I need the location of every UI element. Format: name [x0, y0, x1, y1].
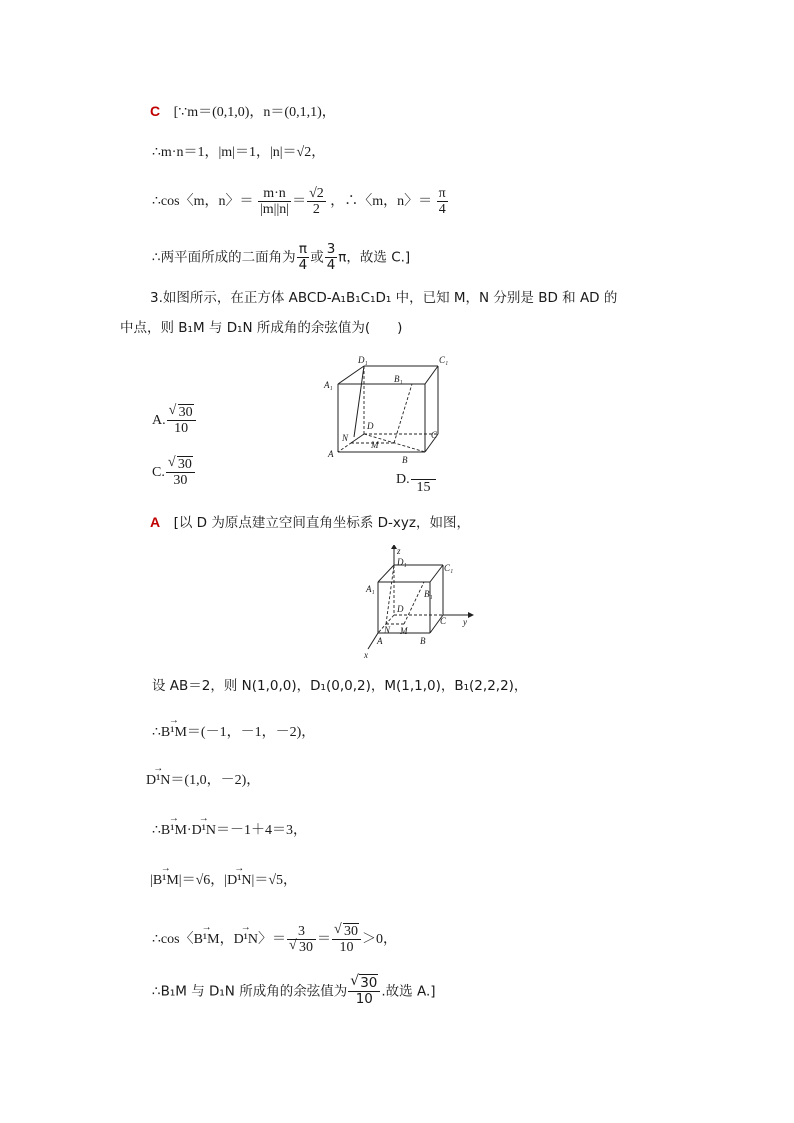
cube-figure	[320, 352, 450, 464]
fraction	[297, 242, 310, 273]
label-C: C	[440, 616, 447, 626]
q3-solution-line-7	[152, 924, 397, 956]
option-label: A.	[152, 413, 166, 429]
dot: ·	[186, 823, 192, 838]
q3-solution-line-2: 设 AB＝2，则 N(1,0,0)，D₁(0,0,2)，M(1,1,0)，B₁(2,2,2)，	[152, 678, 528, 694]
q3-line-8-prefix: ∴B₁M 与 D₁N 所成角的余弦值为	[152, 983, 348, 1000]
sqrt: √ 30	[167, 455, 192, 472]
label-A1: A₁	[324, 380, 333, 390]
denominator: 15	[416, 480, 431, 496]
option-c	[152, 457, 196, 489]
label-D: D	[397, 604, 404, 614]
label-D1: D₁	[358, 355, 368, 365]
label-M: M	[371, 440, 379, 450]
label-B1: B₁	[424, 589, 433, 599]
label-B1: B₁	[394, 374, 403, 384]
vector: → B¹M	[161, 824, 187, 838]
numerator	[167, 405, 196, 421]
numerator: 3	[287, 924, 316, 940]
fraction	[437, 186, 448, 218]
fraction	[166, 457, 195, 489]
label-M: M	[400, 626, 408, 636]
cos-prefix: ∴cos〈	[152, 932, 194, 948]
sqrt: √ 30	[288, 938, 313, 956]
option-d	[396, 464, 437, 496]
fraction	[287, 924, 316, 956]
denominator: 10	[339, 940, 354, 956]
coordinate-cube-figure	[360, 545, 480, 660]
fraction	[411, 464, 437, 496]
fraction	[348, 973, 380, 1007]
sqrt: √ 30	[168, 403, 193, 420]
numerator	[348, 973, 380, 992]
pi-symbol: π	[338, 249, 347, 266]
vector: → D¹N	[227, 874, 251, 888]
vector: → D¹N	[146, 774, 170, 788]
fraction	[258, 186, 291, 218]
q2-solution-line-4	[152, 242, 410, 273]
label-A: A	[328, 449, 334, 459]
label-D: D	[367, 421, 374, 431]
numerator-clipped	[411, 464, 437, 480]
q3-line-6-mid: |＝√6，|	[178, 873, 228, 888]
fraction	[332, 924, 361, 956]
q3-line-5-suffix: ＝－1＋4＝3，	[216, 823, 307, 838]
fraction	[167, 405, 196, 437]
q3-line-1-text: [以 D 为原点建立空间直角坐标系 D-xyz，如图，	[173, 515, 470, 531]
vector: → D¹N	[192, 824, 216, 838]
equals: ＝	[316, 932, 331, 948]
q2-line-4-suffix: ，故选 C.]	[346, 249, 411, 266]
denominator: 10	[174, 421, 189, 437]
option-label: C.	[152, 465, 165, 481]
sqrt: √ 30	[333, 922, 358, 939]
or-word: 或	[310, 249, 324, 266]
q2-line-3-prefix: ∴cos〈m，n〉＝	[152, 194, 254, 210]
q3-stem-line-1: 3.如图所示，在正方体 ABCD-A₁B₁C₁D₁ 中，已知 M，N 分别是 BD 和 AD 的	[150, 290, 618, 306]
denominator: 4	[326, 256, 336, 273]
q2-line-4-prefix: ∴两平面所成的二面角为	[152, 249, 296, 266]
denominator	[287, 940, 316, 955]
vector: → B¹M	[153, 874, 179, 888]
fraction	[325, 242, 338, 273]
label-N: N	[342, 433, 349, 443]
q3-solution-line-8	[152, 973, 436, 1007]
answer-letter-q3: A	[150, 514, 161, 530]
q3-line-3-suffix: ＝(－1，－1，－2)，	[186, 725, 316, 740]
label-D1: D₁	[397, 557, 407, 567]
q3-line-8-suffix: .故选 A.]	[381, 983, 436, 1000]
q2-solution-line-1	[150, 104, 336, 120]
option-label: D.	[396, 472, 410, 488]
vector: → B¹M	[161, 726, 187, 740]
label-B: B	[420, 636, 426, 646]
equals: 〉＝	[257, 932, 286, 948]
q3-line-7-suffix: ＞0，	[361, 932, 397, 948]
numerator: 3	[326, 241, 336, 257]
q2-line-3-mid: ，∴〈m，n〉＝	[330, 194, 433, 210]
q2-line-1-text: [∵m＝(0,1,0)，n＝(0,1,1)，	[173, 105, 336, 120]
label-C1: C₁	[439, 355, 449, 365]
q3-stem-line-2: 中点，则 B₁M 与 D₁N 所成角的余弦值为( )	[120, 320, 403, 336]
label-A1: A₁	[366, 584, 375, 594]
fraction	[307, 186, 326, 218]
vector: → B¹M	[194, 933, 220, 947]
sqrt: √ 30	[350, 973, 378, 991]
q3-solution-line-4	[146, 774, 260, 788]
q3-solution-line-3	[152, 726, 315, 740]
q3-solution-line-5	[152, 824, 307, 838]
numerator: √2	[309, 186, 324, 201]
q2-solution-line-2: ∴m·n＝1，|m|＝1，|n|＝√2，	[152, 145, 326, 160]
q3-line-6-suffix: |＝√5，	[251, 873, 298, 888]
label-x: x	[364, 650, 368, 660]
denominator: 10	[355, 990, 373, 1007]
numerator	[166, 457, 195, 473]
denominator: 30	[173, 473, 188, 489]
denominator: 4	[438, 202, 446, 218]
label-B: B	[402, 455, 408, 464]
label-C: C	[431, 430, 438, 440]
option-a	[152, 405, 197, 437]
denominator: 4	[298, 256, 308, 273]
comma: ，	[219, 932, 234, 948]
therefore: ∴	[152, 725, 161, 740]
numerator	[332, 924, 361, 940]
abs-bar: |	[150, 873, 153, 888]
numerator: m·n	[258, 186, 291, 202]
q3-line-4-suffix: ＝(1,0，－2)，	[170, 773, 261, 788]
label-C1: C₁	[444, 563, 454, 573]
label-y: y	[463, 617, 467, 627]
label-N: N	[384, 625, 391, 635]
vector: → D¹N	[234, 933, 258, 947]
therefore: ∴	[152, 823, 161, 838]
denominator: |m||n|	[259, 202, 290, 218]
numerator: π	[438, 186, 446, 201]
label-A: A	[377, 636, 383, 646]
q3-solution-line-1	[150, 515, 470, 531]
numerator: π	[297, 242, 310, 258]
label-z: z	[397, 546, 401, 556]
denominator: 2	[312, 202, 320, 218]
answer-letter-q2: C	[150, 103, 161, 119]
q2-solution-line-3: ∴cos〈m，n〉＝ $\frac{m\cdot n}{|m||n|}$ ＝ $\frac{√2}{2}$ ，∴〈m，n〉＝ $\frac{\pi}{4}$	[152, 186, 446, 218]
q3-solution-line-6	[150, 874, 297, 888]
